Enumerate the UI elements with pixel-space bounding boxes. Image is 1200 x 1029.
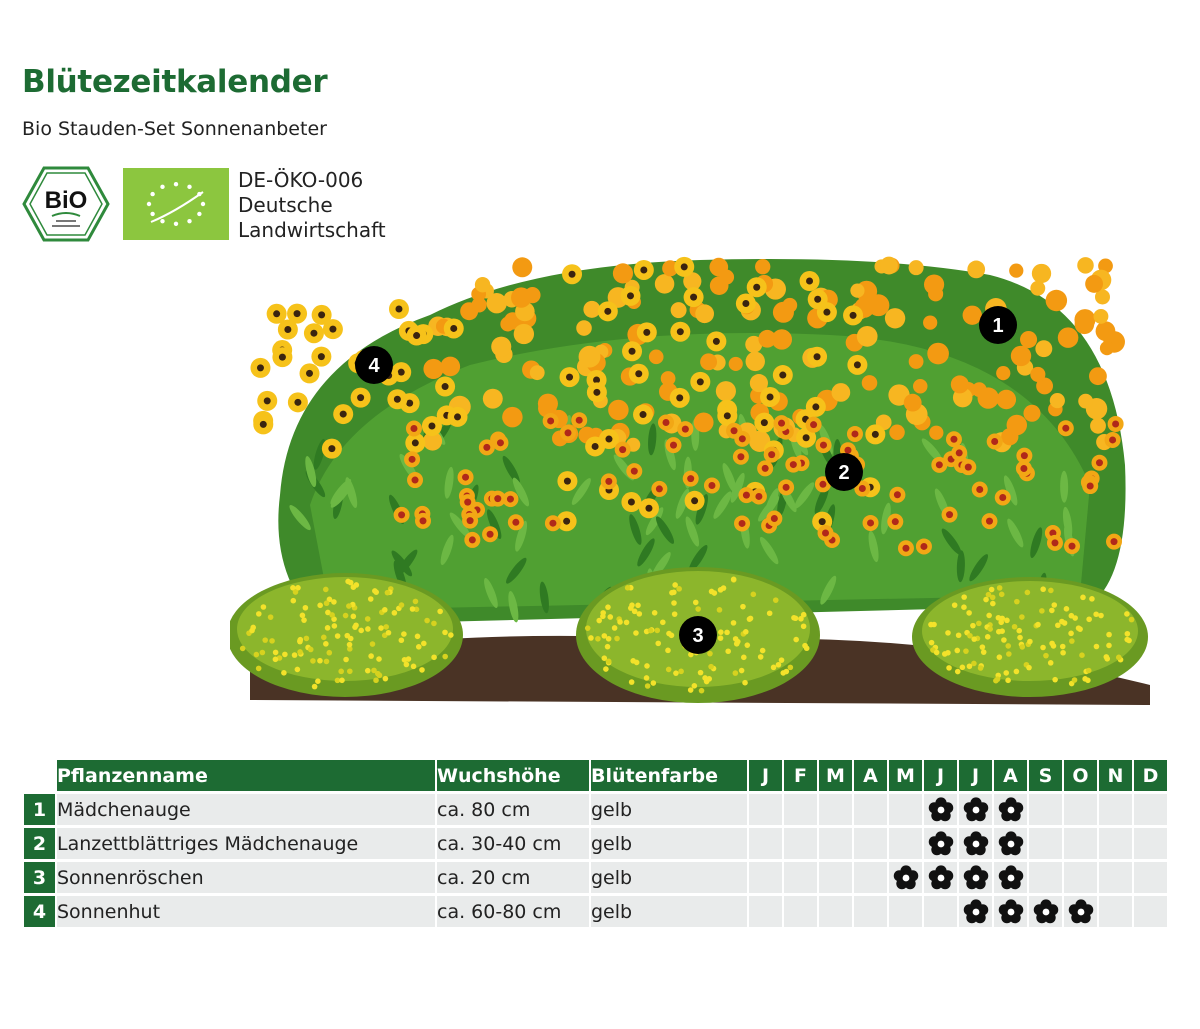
month-cell-11 [1099,896,1132,927]
plant-height: ca. 20 cm [437,862,589,893]
month-cell-10 [1064,794,1097,825]
month-cell-11 [1099,794,1132,825]
bloom-flower-icon [962,898,990,926]
bloom-flower-icon [962,864,990,892]
svg-text:1: 1 [992,315,1004,337]
bloom-flower-icon [927,864,955,892]
table-row [24,828,1167,859]
page-subtitle: Bio Stauden-Set Sonnenanbeter [22,118,327,140]
marker-4 [355,346,393,384]
month-cell-7 [959,828,992,859]
month-cell-8 [994,862,1027,893]
plant-color: gelb [591,896,747,927]
certification-line2: Deutsche [238,193,333,217]
month-cell-11 [1099,862,1132,893]
month-cell-7 [959,896,992,927]
plant-height: ca. 80 cm [437,794,589,825]
bloom-flower-icon [997,830,1025,858]
month-cell-7 [959,862,992,893]
month-header-11: N [1099,760,1132,791]
certification-code: DE-ÖKO-006 [238,168,364,192]
eu-organic-leaf-icon [123,168,229,240]
month-cell-4 [854,828,887,859]
table-row [24,862,1167,893]
month-header-7: J [959,760,992,791]
month-cell-8 [994,896,1027,927]
month-header-3: M [819,760,852,791]
month-cell-5 [889,896,922,927]
month-cell-10 [1064,896,1097,927]
plant-height: ca. 60-80 cm [437,896,589,927]
month-cell-8 [994,794,1027,825]
month-cell-2 [784,794,817,825]
bloom-flower-icon [997,796,1025,824]
month-cell-12 [1134,828,1167,859]
month-cell-2 [784,828,817,859]
plant-height: ca. 30-40 cm [437,828,589,859]
bloom-flower-icon [1067,898,1095,926]
month-cell-1 [749,862,782,893]
month-cell-6 [924,794,957,825]
month-cell-4 [854,862,887,893]
svg-text:4: 4 [368,355,380,377]
row-number: 1 [24,794,55,825]
svg-text:2: 2 [838,462,850,484]
bloom-flower-icon [997,864,1025,892]
month-header-12: D [1134,760,1167,791]
marker-3 [679,616,717,654]
plant-name: Lanzettblättriges Mädchenauge [57,828,435,859]
month-cell-9 [1029,828,1062,859]
month-cell-6 [924,862,957,893]
month-cell-9 [1029,896,1062,927]
month-cell-10 [1064,828,1097,859]
garden-bed-illustration [230,245,1170,720]
svg-text:3: 3 [692,625,704,647]
month-cell-1 [749,896,782,927]
marker-1 [979,306,1017,344]
month-cell-8 [994,828,1027,859]
row-number: 4 [24,896,55,927]
month-header-2: F [784,760,817,791]
month-cell-4 [854,794,887,825]
month-cell-2 [784,862,817,893]
bio-logo-icon [22,166,110,242]
row-number: 2 [24,828,55,859]
month-header-6: J [924,760,957,791]
month-cell-4 [854,896,887,927]
month-cell-1 [749,794,782,825]
month-cell-5 [889,862,922,893]
table-row [24,896,1167,927]
month-cell-10 [1064,862,1097,893]
month-cell-6 [924,896,957,927]
header-flower-color: Blütenfarbe [591,760,747,791]
row-number: 3 [24,862,55,893]
plant-name: Sonnenhut [57,896,435,927]
month-header-5: M [889,760,922,791]
bloom-flower-icon [962,796,990,824]
month-cell-3 [819,896,852,927]
month-cell-3 [819,828,852,859]
table-header-row [24,760,1167,791]
month-cell-2 [784,896,817,927]
bloom-flower-icon [927,796,955,824]
month-header-9: S [1029,760,1062,791]
month-cell-3 [819,794,852,825]
header-blank [24,760,55,791]
month-cell-9 [1029,794,1062,825]
plant-name: Mädchenauge [57,794,435,825]
bloom-flower-icon [927,830,955,858]
bio-logo-text: BiO [44,187,88,214]
plant-color: gelb [591,794,747,825]
month-cell-9 [1029,862,1062,893]
month-header-8: A [994,760,1027,791]
month-cell-3 [819,862,852,893]
bloom-flower-icon [997,898,1025,926]
header-plant-name: Pflanzenname [57,760,435,791]
bloom-flower-icon [892,864,920,892]
bloom-flower-icon [962,830,990,858]
plant-color: gelb [591,828,747,859]
month-cell-5 [889,794,922,825]
month-cell-12 [1134,794,1167,825]
table-row [24,794,1167,825]
month-cell-11 [1099,828,1132,859]
month-header-10: O [1064,760,1097,791]
month-header-1: J [749,760,782,791]
month-cell-5 [889,828,922,859]
bloom-calendar-table [22,757,1169,930]
month-cell-12 [1134,862,1167,893]
month-header-4: A [854,760,887,791]
month-cell-12 [1134,896,1167,927]
bloom-flower-icon [1032,898,1060,926]
month-cell-6 [924,828,957,859]
certification-line3: Landwirtschaft [238,218,386,242]
month-cell-7 [959,794,992,825]
plant-color: gelb [591,862,747,893]
plant-name: Sonnenröschen [57,862,435,893]
month-cell-1 [749,828,782,859]
header-height: Wuchshöhe [437,760,589,791]
page-title: Blütezeitkalender [22,64,328,100]
marker-2 [825,453,863,491]
certification-block [238,168,386,243]
